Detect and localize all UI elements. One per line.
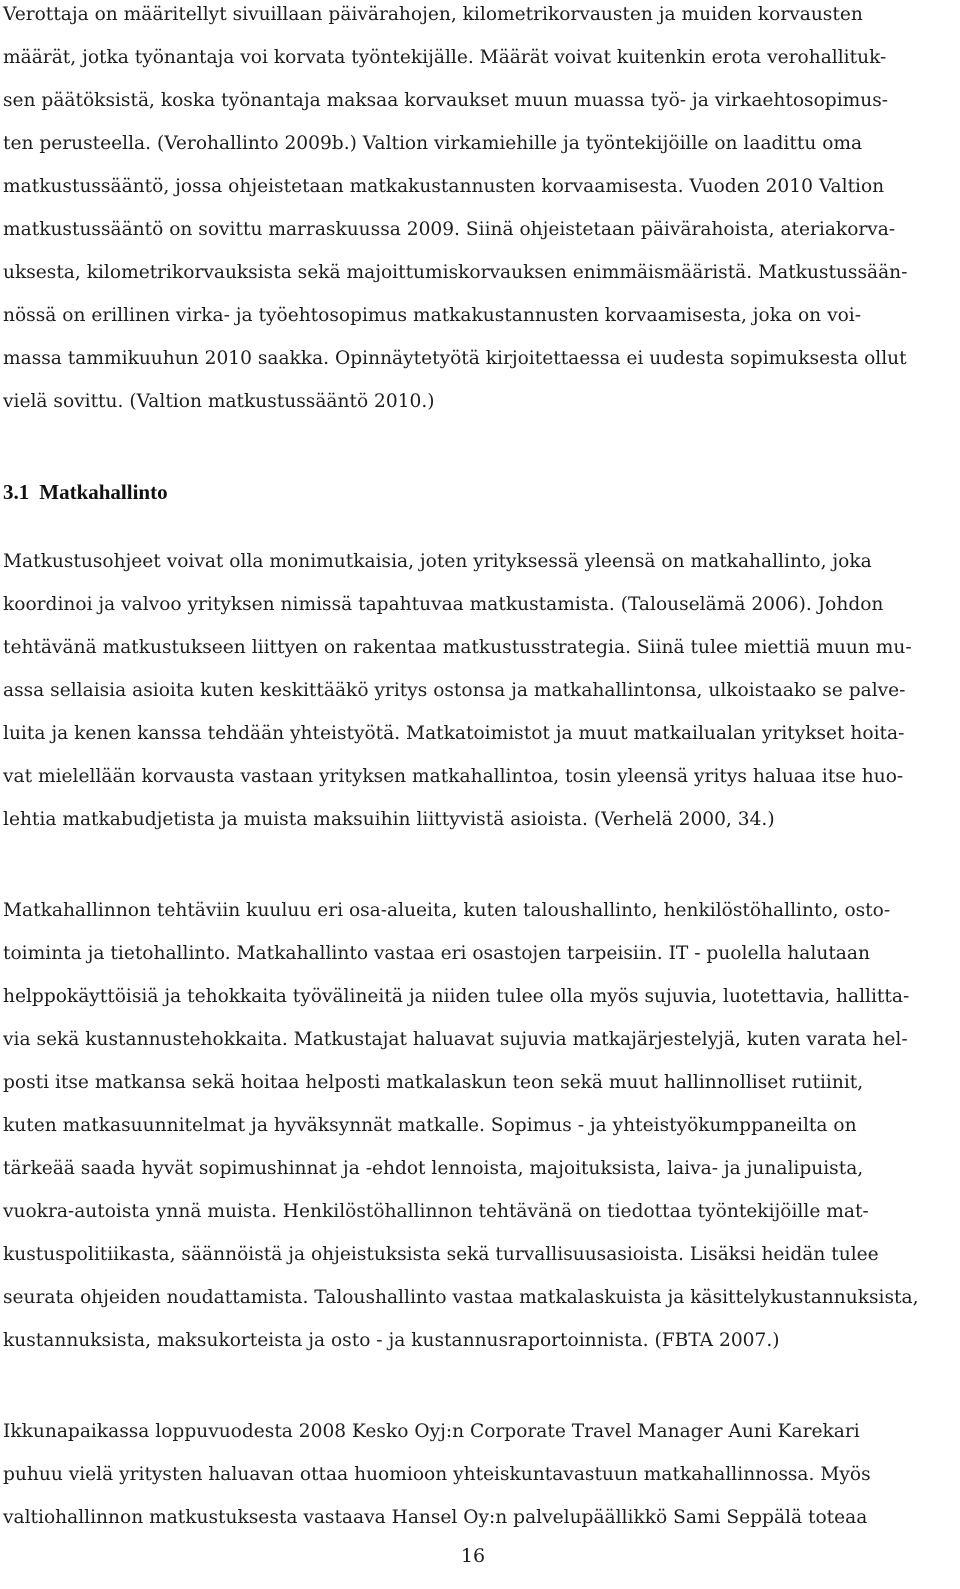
text-line: matkustussääntö on sovittu marraskuussa 2009. Siinä ohjeistetaan päivärahoista, ateriakorva- bbox=[3, 219, 896, 240]
text-line: massa tammikuuhun 2010 saakka. Opinnäytetyötä kirjoitettaessa ei uudesta sopimuksesta ollut bbox=[3, 348, 907, 369]
text-line: Matkahallinnon tehtäviin kuuluu eri osa-alueita, kuten taloushallinto, henkilöstöhallinto, osto- bbox=[3, 900, 891, 921]
text-line: kustuspolitiikasta, säännöistä ja ohjeistuksista sekä turvallisuusasioista. Lisäksi heidän tulee bbox=[3, 1244, 879, 1265]
section-heading bbox=[3, 478, 168, 506]
page-number: 16 bbox=[460, 1545, 486, 1567]
text-line: tärkeää saada hyvät sopimushinnat ja -ehdot lennoista, majoituksista, laiva- ja junalipuista, bbox=[3, 1158, 864, 1179]
text-line: luita ja kenen kanssa tehdään yhteistyötä. Matkatoimistot ja muut matkailualan yritykset hoita- bbox=[3, 723, 905, 744]
text-line: posti itse matkansa sekä hoitaa helposti matkalaskun teon sekä muut hallinnolliset rutiinit, bbox=[3, 1072, 864, 1093]
text-line: uksesta, kilometrikorvauksista sekä majoittumiskorvauksen enimmäismääristä. Matkustussään- bbox=[3, 262, 908, 283]
text-line: assa sellaisia asioita kuten keskittääkö yritys ostonsa ja matkahallintonsa, ulkoistaako se palve- bbox=[3, 680, 906, 701]
text-line: Verottaja on määritellyt sivuillaan päivärahojen, kilometrikorvausten ja muiden korvausten bbox=[3, 4, 863, 25]
text-line: seurata ohjeiden noudattamista. Taloushallinto vastaa matkalaskuista ja käsittelykustannuksista, bbox=[3, 1287, 919, 1308]
text-line: ten perusteella. (Verohallinto 2009b.) Valtion virkamiehille ja työntekijöille on laadittu oma bbox=[3, 133, 863, 154]
text-line: kustannuksista, maksukorteista ja osto - ja kustannusraportoinnista. (FBTA 2007.) bbox=[3, 1330, 780, 1351]
text-line: matkustussääntö, jossa ohjeistetaan matkakustannusten korvaamisesta. Vuoden 2010 Valtion bbox=[3, 176, 885, 197]
text-line: Matkustusohjeet voivat olla monimutkaisia, joten yrityksessä yleensä on matkahallinto, joka bbox=[3, 551, 872, 572]
text-line: vat mielellään korvausta vastaan yrityksen matkahallintoa, tosin yleensä yritys haluaa itse huo- bbox=[3, 766, 904, 787]
section-title: Matkahallinto bbox=[39, 480, 168, 504]
text-line: vuokra-autoista ynnä muista. Henkilöstöhallinnon tehtävänä on tiedottaa työntekijöille mat- bbox=[3, 1201, 869, 1222]
text-line: nössä on erillinen virka- ja työehtosopimus matkakustannusten korvaamisesta, joka on voi- bbox=[3, 305, 861, 326]
text-line: koordinoi ja valvoo yrityksen nimissä tapahtuvaa matkustamista. (Talouselämä 2006). Johdon bbox=[3, 594, 884, 615]
text-line: kuten matkasuunnitelmat ja hyväksynnät matkalle. Sopimus - ja yhteistyökumppaneilta on bbox=[3, 1115, 857, 1136]
text-line: tehtävänä matkustukseen liittyen on rakentaa matkustusstrategia. Siinä tulee miettiä muun mu- bbox=[3, 637, 912, 658]
text-line: valtiohallinnon matkustuksesta vastaava Hansel Oy:n palvelupäällikkö Sami Seppälä toteaa bbox=[3, 1507, 868, 1528]
text-line: puhuu vielä yritysten haluavan ottaa huomioon yhteiskuntavastuun matkahallinnossa. Myös bbox=[3, 1464, 871, 1485]
text-line: toiminta ja tietohallinto. Matkahallinto vastaa eri osastojen tarpeisiin. IT - puolella halutaan bbox=[3, 943, 870, 964]
text-line: helppokäyttöisiä ja tehokkaita työvälineitä ja niiden tulee olla myös sujuvia, luotettavia, hallitta- bbox=[3, 986, 910, 1007]
section-number: 3.1 bbox=[3, 480, 30, 504]
text-line: määrät, jotka työnantaja voi korvata työntekijälle. Määrät voivat kuitenkin erota verohallituk- bbox=[3, 47, 887, 68]
text-line: vielä sovittu. (Valtion matkustussääntö 2010.) bbox=[3, 391, 435, 412]
text-line: Ikkunapaikassa loppuvuodesta 2008 Kesko Oyj:n Corporate Travel Manager Auni Karekari bbox=[3, 1421, 860, 1442]
text-line: lehtia matkabudjetista ja muista maksuihin liittyvistä asioista. (Verhelä 2000, 34.) bbox=[3, 809, 775, 830]
text-line: via sekä kustannustehokkaita. Matkustajat haluavat sujuvia matkajärjestelyjä, kuten varata hel- bbox=[3, 1029, 908, 1050]
text-line: sen päätöksistä, koska työnantaja maksaa korvaukset muun muassa työ- ja virkaehtosopimus- bbox=[3, 90, 889, 111]
